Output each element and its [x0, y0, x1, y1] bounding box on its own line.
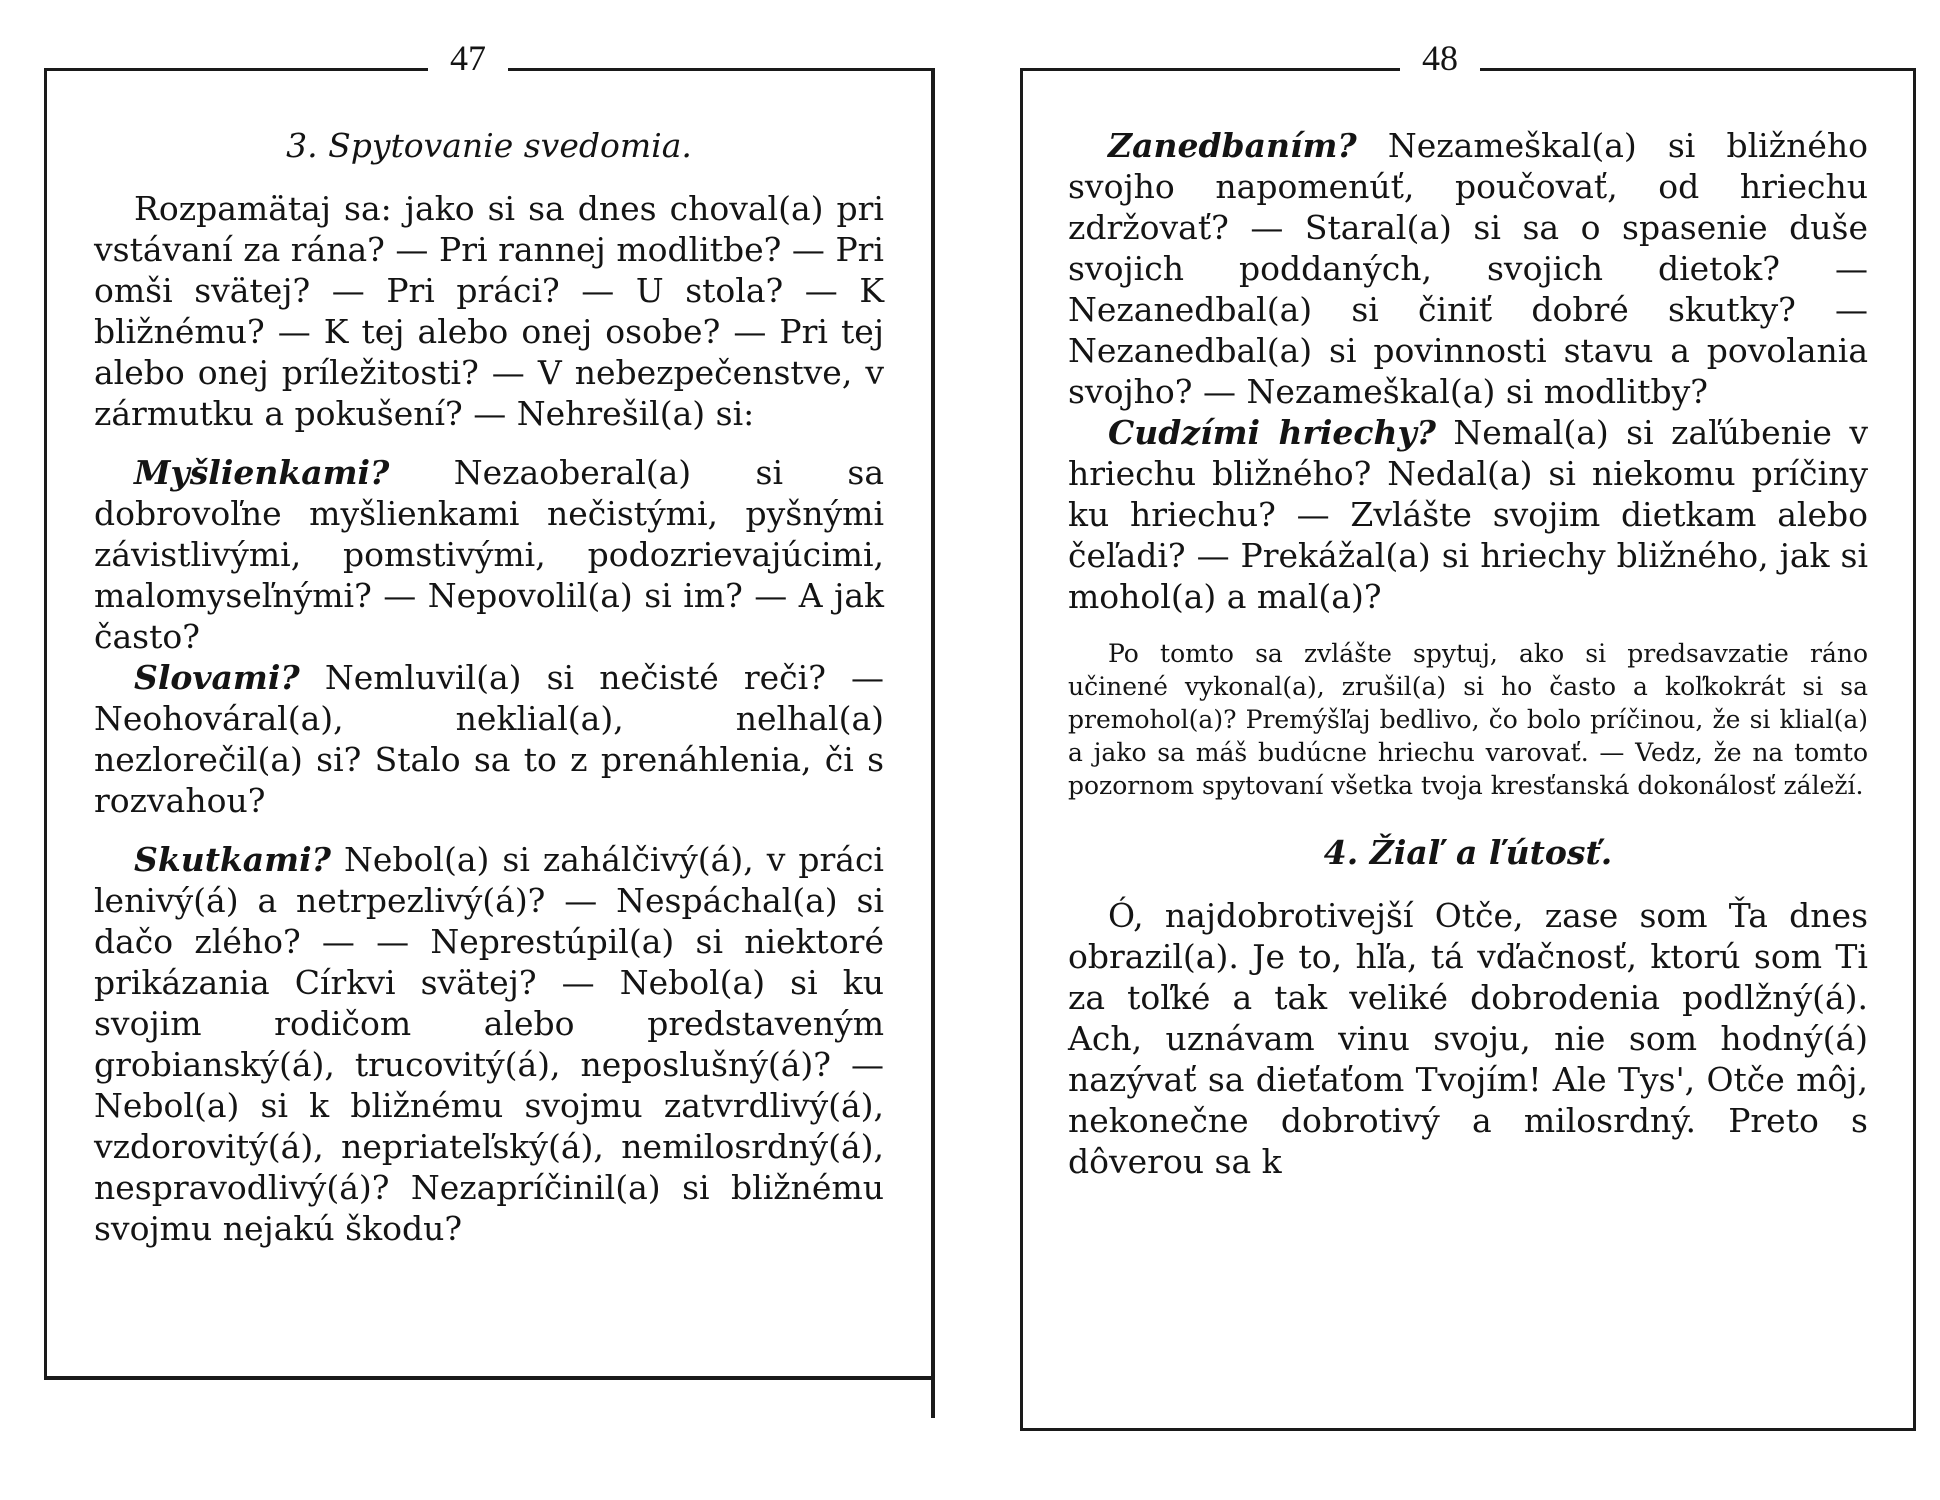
words-paragraph — [94, 657, 884, 821]
frame-right-line — [931, 68, 935, 1418]
others-lead: Cudzími hriechy? — [1108, 413, 1436, 452]
page-number: 47 — [428, 38, 508, 78]
words-text: Nemluvil(a) si nečisté reči? — Neohováral(a), neklial(a), nelhal(a) nezlorečil(a) si? Stalo sa to z prenáhlenia, či s rozvahou? — [94, 658, 884, 820]
bottom-rule — [44, 1376, 934, 1380]
bottom-rule — [1020, 1428, 1916, 1431]
neglect-paragraph — [1068, 125, 1868, 412]
thoughts-text: Nezaoberal(a) si sa dobrovoľne myšlienkami nečistými, pyšnými závistlivými, pomstivými, podozrievajúcimi, malomyseľnými? — Nepovolil(a) si im? — A jak často? — [94, 453, 884, 656]
left-text-block — [94, 125, 884, 1249]
right-text-block — [1068, 125, 1868, 1182]
section-heading: 4. Žiaľ a ľútosť. — [1323, 833, 1613, 872]
others-text: Nemal(a) si zaľúbenie v hriechu bližného? Nedal(a) si niekomu príčiny ku hriechu? — Zvlášte svojim dietkam alebo čeľadi? — Prekážal(a) si hriechy bližného, jak si mohol(a) a mal(a)? — [1068, 413, 1868, 616]
page-number: 48 — [1400, 38, 1480, 78]
examination-note: Po tomto sa zvlášte spytuj, ako si predsavzatie ráno učinené vykonal(a), zrušil(a) si ho často a koľkokrát si sa premohol(a)? Premýšľaj bedlivo, čo bolo príčinou, že si klial(a) a jako sa máš budúcne hriechu varovať. — Vedz, že na tomto pozornom spytovaní všetka tvoja kresťanská dokonálosť záleží. — [1068, 639, 1868, 800]
words-lead: Slovami? — [134, 658, 300, 697]
others-paragraph — [1068, 412, 1868, 617]
frame-left-line — [1020, 68, 1023, 1430]
frame-left-line — [44, 68, 47, 1378]
deeds-lead: Skutkami? — [134, 840, 331, 879]
contrition-paragraph: Ó, najdobrotivejší Otče, zase som Ťa dnes obrazil(a). Je to, hľa, tá vďačnosť, ktorú som Ti za toľké a tak veliké dobrodenia podlžný(á). Ach, uznávam vinu svoju, nie som hodný(á) nazývať sa dieťaťom Tvojím! Ale Tys', Otče môj, nekonečne dobrotivý a milosrdný. Preto s dôverou sa k — [1068, 896, 1868, 1181]
thoughts-paragraph — [94, 452, 884, 657]
deeds-paragraph — [94, 839, 884, 1249]
section-heading: 3. Spytovanie svedomia. — [286, 126, 692, 165]
frame-right-line — [1913, 68, 1916, 1430]
neglect-text: Nezameškal(a) si bližného svojho napomenúť, poučovať, od hriechu zdržovať? — Staral(a) si sa o spasenie duše svojich poddaných, svojich dietok? — Nezanedbal(a) si činiť dobré skutky? — Nezanedbal(a) si povinnosti stavu a povolania svojho? — Nezameškal(a) si modlitby? — [1068, 126, 1868, 411]
deeds-text: Nebol(a) si zahálčivý(á), v práci lenivý(á) a netrpezlivý(á)? — Nespáchal(a) si dačo zlého? — — Neprestúpil(a) si niektoré prikázania Církvi svätej? — Nebol(a) si ku svojim rodičom alebo predstaveným grobianský(á), trucovitý(á), neposlušný(á)? — Nebol(a) si k bližnému svojmu zatvrdlivý(á), vzdorovitý(á), nepriateľský(á), nemilosrdný(á), nespravodlivý(á)? Nezapríčinil(a) si bližnému svojmu nejakú škodu? — [94, 840, 884, 1248]
left-page — [0, 0, 960, 1500]
neglect-lead: Zanedbaním? — [1108, 126, 1357, 165]
intro-paragraph: Rozpamätaj sa: jako si sa dnes choval(a) pri vstávaní za rána? — Pri rannej modlitbe? — Pri omši svätej? — Pri práci? — U stola? — K bližnému? — K tej alebo onej osobe? — Pri tej alebo onej príležitosti? — V nebezpečenstve, v zármutku a pokušení? — Nehrešil(a) si: — [94, 189, 884, 433]
thoughts-lead: Myšlienkami? — [134, 453, 390, 492]
right-page — [980, 0, 1940, 1500]
